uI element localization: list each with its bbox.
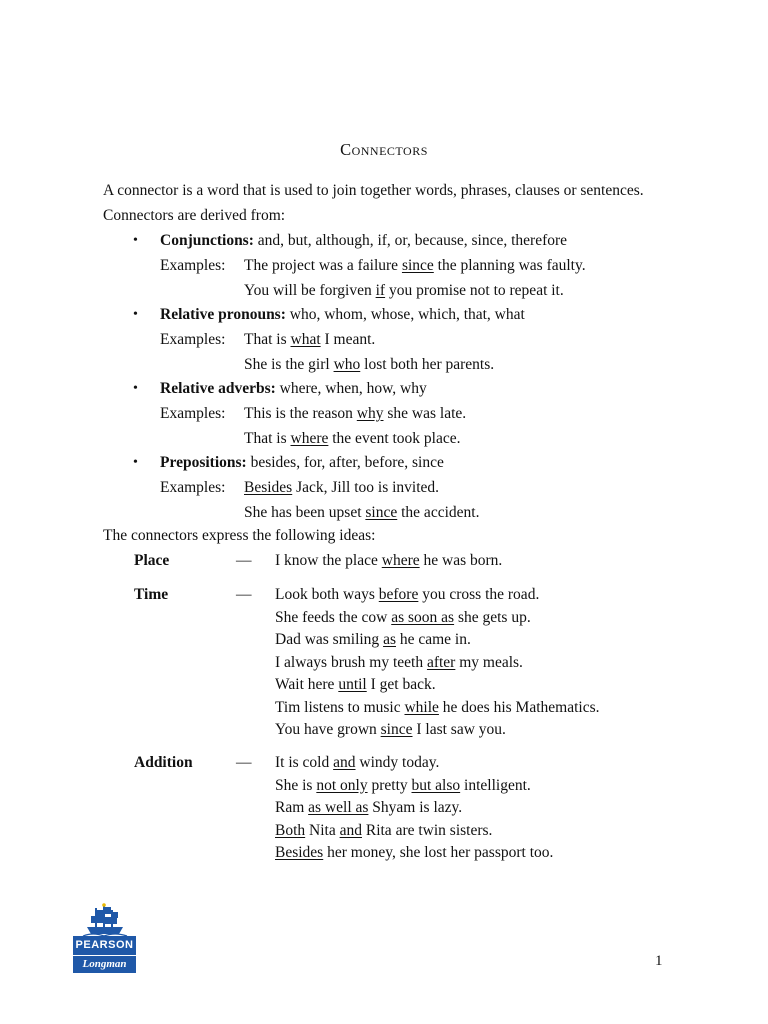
example-text: lost both her parents.: [360, 356, 495, 373]
example-sentence: [244, 356, 494, 374]
connector-word: what: [290, 331, 321, 348]
sentence-text: I know the place: [275, 552, 382, 569]
examples-label: Examples:: [160, 479, 226, 496]
sentence-text: you cross the road.: [418, 586, 540, 603]
idea-sentence: [275, 699, 600, 717]
dash: —: [236, 552, 252, 569]
section-list: and, but, although, if, or, because, since, therefore: [253, 232, 568, 249]
examples-label: Examples:: [160, 257, 226, 274]
idea-sentence: [275, 676, 436, 694]
sentence-text: he was born.: [419, 552, 503, 569]
idea-sentence: [275, 609, 531, 627]
sentence-text: You have grown: [275, 721, 381, 738]
connector-word: until: [338, 676, 367, 693]
sentence-text: her money, she lost her passport too.: [323, 844, 554, 861]
section-heading: [160, 380, 427, 398]
sentence-text: She is: [275, 776, 317, 794]
example-sentence: [244, 405, 466, 423]
page-title: Connectors: [340, 140, 428, 159]
idea-sentence: [275, 777, 531, 795]
connector-word: since: [401, 257, 434, 274]
page-number: 1: [655, 953, 663, 969]
example-text: She has been upset: [244, 504, 366, 521]
section-term: Relative pronouns:: [160, 306, 286, 323]
idea-sentence: [275, 799, 462, 817]
connector-word: as soon as: [391, 608, 455, 626]
connector-word: Besides: [275, 844, 324, 861]
example-text: You will be forgiven: [244, 282, 376, 299]
sentence-text: Dad was smiling: [275, 631, 384, 648]
connector-word: not only: [316, 776, 368, 794]
section-list: besides, for, after, before, since: [246, 454, 444, 471]
bullet: •: [133, 381, 138, 396]
ship-icon: [73, 903, 136, 937]
intro-line-2: Connectors are derived from:: [103, 207, 286, 224]
sentence-text: she gets up.: [454, 608, 531, 626]
sentence-text: Ram: [275, 799, 309, 816]
example-text: the event took place.: [328, 430, 461, 447]
example-sentence: [244, 479, 439, 497]
idea-sentence: [275, 844, 553, 862]
idea-sentence: [275, 654, 523, 672]
sentence-text: It is cold: [275, 754, 334, 771]
examples-label: Examples:: [160, 405, 226, 422]
idea-sentence: [275, 822, 492, 840]
example-sentence: [244, 331, 375, 349]
sentence-text: pretty: [367, 776, 412, 794]
example-text: She is the girl: [244, 356, 334, 373]
bullet: •: [133, 455, 138, 470]
examples-label: Examples:: [160, 331, 226, 348]
section-term: Relative adverbs:: [160, 380, 276, 397]
sentence-text: I last saw you.: [412, 721, 506, 738]
idea-sentence: [275, 721, 506, 739]
ideas-intro: The connectors express the following ideas:: [103, 527, 376, 544]
example-text: she was late.: [383, 405, 467, 422]
example-text: This is the reason: [244, 405, 357, 422]
sentence-text: Nita: [305, 821, 340, 839]
section-list: where, when, how, why: [275, 380, 427, 397]
connector-word: Both: [275, 821, 306, 839]
connector-word: since: [365, 504, 398, 521]
intro-line-1: A connector is a word that is used to join together words, phrases, clauses or sentences.: [103, 182, 644, 199]
connector-word: if: [375, 282, 386, 299]
example-text: the accident.: [397, 504, 480, 521]
section-heading: [160, 232, 567, 250]
dash: —: [236, 754, 252, 771]
example-sentence: [244, 282, 564, 300]
section-term: Prepositions:: [160, 454, 247, 471]
bullet: •: [133, 233, 138, 248]
connector-word: and: [339, 821, 362, 839]
idea-sentence: [275, 754, 439, 772]
connector-word: while: [404, 698, 439, 716]
sentence-text: he does his Mathematics.: [438, 698, 600, 716]
logo-pearson-text: PEARSON: [73, 936, 136, 955]
sentence-text: intelligent.: [460, 776, 531, 794]
connector-word: after: [426, 653, 456, 671]
idea-sentence: [275, 552, 502, 570]
logo-longman-text: Longman: [73, 956, 136, 973]
connector-word: as: [383, 631, 396, 648]
example-text: That is: [244, 331, 291, 348]
connector-word: but also: [411, 776, 461, 794]
connector-word: where: [290, 430, 329, 447]
idea-sentence: [275, 631, 471, 649]
pearson-longman-logo: [73, 903, 136, 973]
sentence-text: She feeds the cow: [275, 608, 392, 626]
dash: —: [236, 586, 252, 603]
sentence-text: Shyam is lazy.: [368, 799, 463, 816]
idea-label: Addition: [134, 754, 193, 771]
sentence-text: my meals.: [455, 653, 523, 671]
sentence-text: Tim listens to music: [275, 698, 405, 716]
connector-word: as well as: [308, 799, 369, 816]
idea-sentence: [275, 586, 539, 604]
connector-word: who: [333, 356, 361, 373]
section-list: who, whom, whose, which, that, what: [285, 306, 525, 323]
sentence-text: I get back.: [366, 676, 436, 693]
connector-word: why: [356, 405, 384, 422]
idea-label: Place: [134, 552, 170, 569]
sentence-text: Wait here: [275, 676, 339, 693]
connector-word: since: [380, 721, 413, 738]
connector-word: and: [333, 754, 356, 771]
sentence-text: he came in.: [395, 631, 471, 648]
example-text: That is: [244, 430, 291, 447]
connector-word: where: [381, 552, 420, 569]
section-term: Conjunctions:: [160, 232, 254, 249]
idea-label: Time: [134, 586, 169, 603]
example-text: I meant.: [320, 331, 376, 348]
section-heading: [160, 454, 444, 472]
sentence-text: Look both ways: [275, 586, 379, 603]
connector-word: before: [378, 586, 419, 603]
example-text: Jack, Jill too is invited.: [292, 479, 440, 496]
section-heading: [160, 306, 525, 324]
example-sentence: [244, 504, 479, 522]
example-text: The project was a failure: [244, 257, 402, 274]
sentence-text: windy today.: [355, 754, 440, 771]
example-sentence: [244, 430, 461, 448]
connector-word: Besides: [244, 479, 293, 496]
sentence-text: I always brush my teeth: [275, 653, 427, 671]
bullet: •: [133, 307, 138, 322]
example-text: you promise not to repeat it.: [385, 282, 564, 299]
example-text: the planning was faulty.: [433, 257, 586, 274]
example-sentence: [244, 257, 586, 275]
sentence-text: Rita are twin sisters.: [361, 821, 493, 839]
